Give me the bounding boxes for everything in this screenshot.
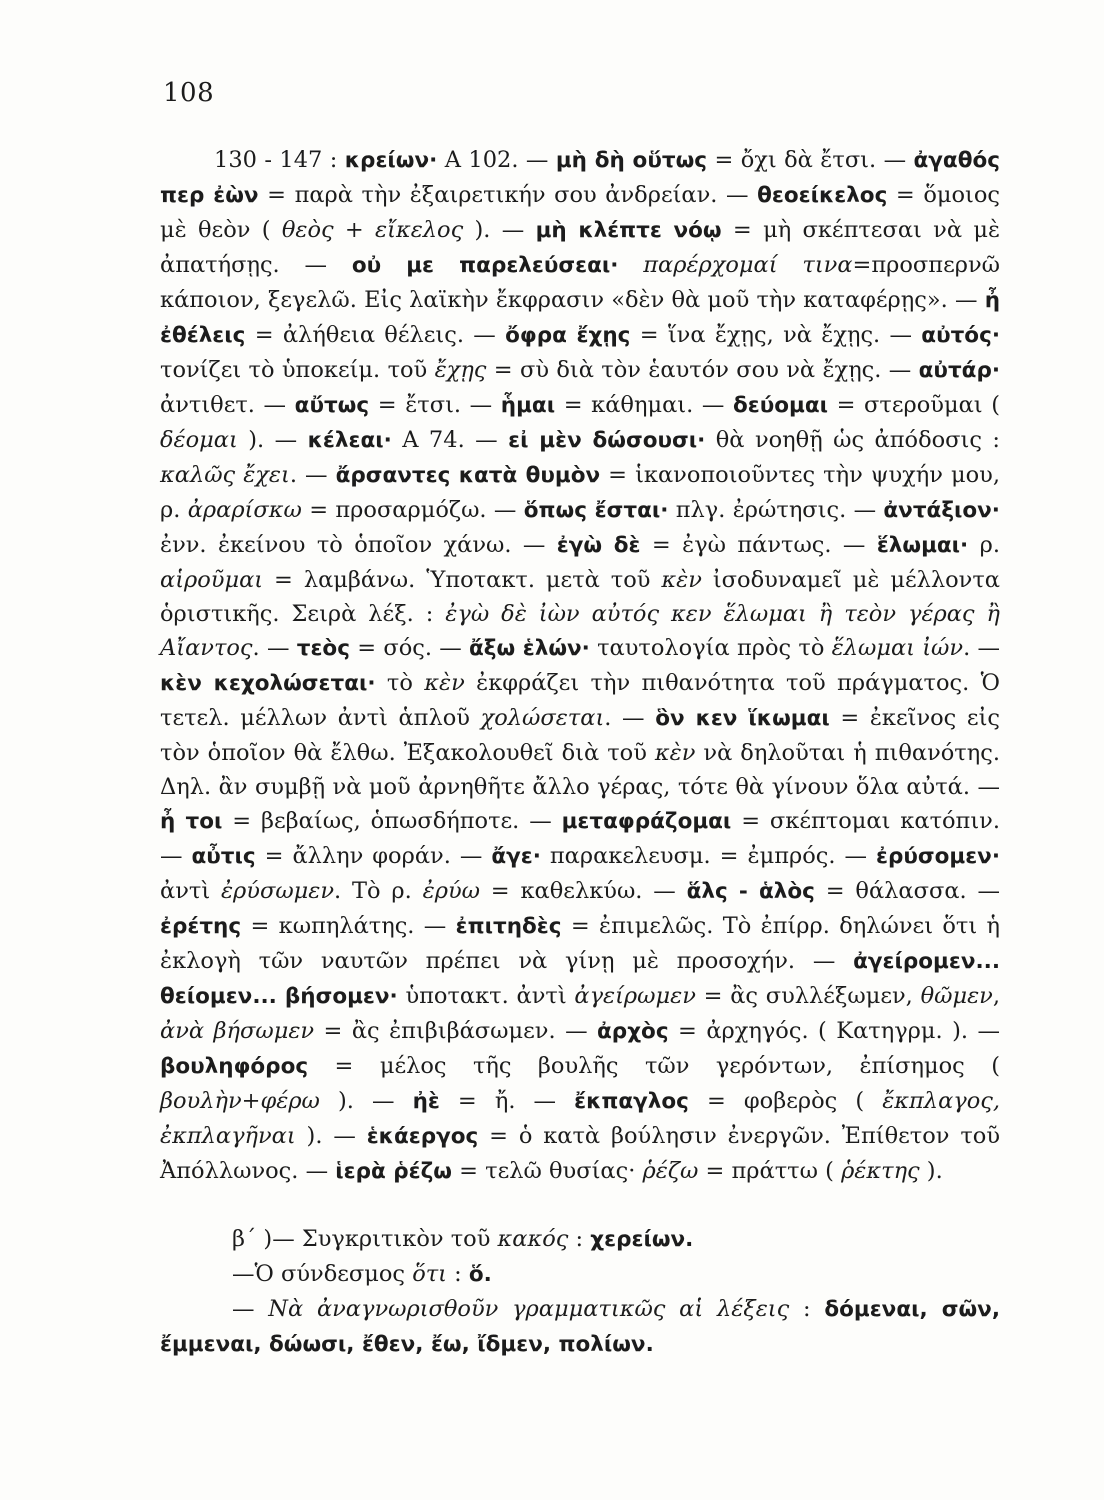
italic-term: ἕλωμαι ἰών bbox=[831, 635, 964, 661]
gloss-text: = μέλος τῆς βουλῆς τῶν γερόντων, ἐπίσημος ( bbox=[308, 1053, 1000, 1079]
lemma-term: ἀρχὸς bbox=[597, 1019, 669, 1044]
lemma-term: ὃν κεν ἵκωμαι bbox=[655, 706, 830, 731]
gloss-text: = σκέπτομαι κατόπιν. — bbox=[160, 808, 1000, 869]
italic-term: κὲν bbox=[654, 740, 696, 766]
lemma-term: αὐτός· bbox=[921, 323, 1000, 348]
gloss-text: = ἐκεῖνος εἰς τὸν ὁποῖον θὰ ἔλθω. Ἐξακολουθεῖ διὰ τοῦ bbox=[160, 705, 1000, 766]
italic-term: κὲν bbox=[424, 670, 465, 696]
lemma-term: ἔκπαγλος bbox=[574, 1089, 689, 1114]
lemma-term: ἄρσαντες κατὰ θυμὸν bbox=[335, 463, 601, 488]
gloss-text: ). — bbox=[319, 1088, 413, 1114]
lemma-term: ἠὲ bbox=[412, 1089, 440, 1114]
gloss-text: Α 74. — bbox=[391, 427, 509, 453]
lemma-term: αὖτις bbox=[191, 844, 256, 869]
italic-term: δέομαι bbox=[160, 427, 238, 453]
italic-term: κὲν bbox=[661, 567, 702, 593]
gloss-text: = σὺ διὰ τὸν ἑαυτόν σου νὰ ἔχῃς. — bbox=[486, 357, 919, 383]
lemma-term: ἄγε· bbox=[491, 844, 541, 869]
gloss-text bbox=[618, 252, 643, 278]
lemma-term: βουληφόρος bbox=[160, 1054, 309, 1079]
lemma-term: ἅλς - ἁλὸς bbox=[686, 879, 815, 904]
gloss-text: Α 102. — bbox=[437, 147, 556, 173]
gloss-text: = ἵνα ἔχῃς, νὰ ἔχῃς. — bbox=[630, 322, 922, 348]
gloss-text: = πράττω ( bbox=[698, 1158, 842, 1184]
gloss-text: = τελῶ θυσίας· bbox=[451, 1158, 643, 1184]
lemma-term: αὐτάρ· bbox=[918, 358, 1000, 383]
comparative-answer: χερείων. bbox=[590, 1227, 694, 1252]
conjunction-word: ὅτι bbox=[412, 1261, 448, 1287]
lemma-term: αὔτως bbox=[294, 393, 370, 418]
gloss-text: = βεβαίως, ὁπωσδήποτε. — bbox=[222, 808, 562, 834]
italic-term: ἀραρίσκω bbox=[187, 497, 302, 523]
gloss-text: πλγ. ἐρώτησις. — bbox=[668, 497, 884, 523]
gloss-text: ἐνν. ἐκείνου τὸ ὁποῖον χάνω. — bbox=[160, 532, 557, 558]
lemma-term: μεταφράζομαι bbox=[561, 809, 732, 834]
gloss-text: . — bbox=[963, 635, 1000, 661]
lemma-term: ἦ τοι bbox=[160, 809, 223, 834]
gloss-text: . Τὸ ρ. bbox=[334, 878, 423, 904]
lemma-term: δεύομαι bbox=[732, 393, 828, 418]
gloss-text: = παρὰ τὴν ἐξαιρετικήν σου ἀνδρείαν. — bbox=[258, 182, 758, 208]
gloss-text: τονίζει τὸ ὑποκείμ. τοῦ bbox=[160, 357, 435, 383]
lemma-term: εἰ μὲν δώσουσι· bbox=[508, 428, 706, 453]
gloss-text: 130 - 147 : bbox=[214, 147, 345, 173]
lemma-term: μὴ δὴ οὕτως bbox=[555, 148, 708, 173]
italic-term: ἐρύω bbox=[422, 878, 480, 904]
gloss-text: . — bbox=[289, 462, 336, 488]
recognition-task: — Νὰ ἀναγνωρισθοῦν γραμματικῶς αἱ λέξεις : δόμεναι, σῶν, ἔμμεναι, δώωσι, ἔθεν, ἔω, ἴδμεν, πολίων. bbox=[160, 1296, 1000, 1357]
gloss-text: = λαμβάνω. Ὑποτακτ. μετὰ τοῦ bbox=[263, 567, 662, 593]
gloss-text: = μὴ σκέπτεσαι νὰ μὲ ἀπατήσῃς. — bbox=[160, 217, 1001, 278]
lemma-term: ἧμαι bbox=[500, 393, 556, 418]
gloss-text: ἰσοδυναμεῖ μὲ μέλλοντα ὁριστικῆς. Σειρὰ λέξ. : bbox=[160, 567, 1000, 627]
lemma-term: θεοείκελος bbox=[757, 183, 888, 208]
lemma-term: ἦ ἐθέλεις bbox=[160, 288, 1000, 348]
lemma-term: μὴ κλέπτε νόῳ bbox=[535, 218, 722, 243]
lemma-term: κέλεαι· bbox=[307, 428, 392, 453]
lemma-term: οὐ με παρελεύσεαι· bbox=[351, 253, 619, 278]
italic-term: ἐγὼ δὲ ἰὼν αὐτός κεν ἕλωμαι ἢ τεὸν γέρας ἢ Αἴαντος bbox=[160, 601, 1000, 661]
gloss-text: = ἀρχηγός. ( Κατηγρμ. ). — bbox=[668, 1018, 1000, 1044]
italic-term: θῶμεν bbox=[920, 983, 993, 1009]
italic-term: καλῶς ἔχει bbox=[160, 462, 290, 488]
gloss-text: = ἤ. — bbox=[439, 1088, 575, 1114]
lemma-term: ὄφρα ἔχῃς bbox=[505, 323, 631, 348]
gloss-text: ἀντιθετ. — bbox=[160, 392, 295, 418]
gloss-text: = ἔτσι. — bbox=[369, 392, 501, 418]
gloss-text: , bbox=[992, 983, 1000, 1009]
page-number: 108 bbox=[163, 78, 215, 108]
italic-term: ἔκπλαγος, ἐκπλαγῆναι bbox=[160, 1088, 1001, 1149]
lemma-term: ἀντάξιον· bbox=[883, 498, 1000, 523]
lemma-term: ἑκάεργος bbox=[366, 1124, 479, 1149]
gloss-text: = κωπηλάτης. — bbox=[241, 913, 456, 939]
exercise-section bbox=[160, 1222, 1000, 1362]
lemma-term: κὲν κεχολώσεται· bbox=[160, 671, 376, 696]
italic-term: ἐρύσωμεν bbox=[220, 878, 335, 904]
gloss-text: = ἀλήθεια θέλεις. — bbox=[245, 322, 506, 348]
italic-term: βουλὴν+φέρω bbox=[160, 1088, 320, 1114]
lemma-term: κρείων· bbox=[344, 148, 438, 173]
gloss-text: = κάθημαι. — bbox=[555, 392, 733, 418]
gloss-text: θὰ νοηθῇ ὡς ἀπόδοσις : bbox=[705, 427, 1000, 453]
gloss-text: = προσαρμόζω. — bbox=[301, 497, 524, 523]
gloss-text: ταυτολογία πρὸς τὸ bbox=[589, 635, 832, 661]
gloss-text: = θάλασσα. — bbox=[814, 878, 1001, 904]
comparative-word: κακός bbox=[497, 1226, 569, 1252]
italic-term: ῥέκτης bbox=[841, 1158, 920, 1184]
lemma-term: ἀγαθός περ ἐὼν bbox=[160, 148, 1000, 208]
lemma-term: ὅπως ἔσται· bbox=[523, 498, 669, 523]
italic-term: αἱροῦμαι bbox=[160, 567, 264, 593]
lemma-term: τεὸς bbox=[296, 636, 350, 661]
gloss-text: ). — bbox=[237, 427, 308, 453]
gloss-text: ἐκφράζει τὴν πιθανότητα τοῦ πράγματος. Ὁ τετελ. μέλλων ἀντὶ ἁπλοῦ bbox=[160, 670, 1000, 731]
gloss-text: = ἐγὼ πάντως. — bbox=[640, 532, 877, 558]
conjunction-answer: ὅ. bbox=[468, 1262, 492, 1287]
lemma-term: ἀγείρομεν... θείομεν... βήσομεν· bbox=[160, 949, 1000, 1009]
recognition-words: δόμεναι, σῶν, ἔμμεναι, δώωσι, ἔθεν, ἔω, ἴδμεν, πολίων. bbox=[160, 1297, 1000, 1357]
gloss-text: παρακελευσμ. = ἐμπρός. — bbox=[540, 843, 876, 869]
gloss-text: =προσπερνῶ κάποιον, ξεγελῶ. Εἰς λαϊκὴν ἔκφρασιν «δὲν θὰ μοῦ τὴν καταφέρῃς». — bbox=[160, 252, 1000, 313]
gloss-text: ). — bbox=[463, 217, 536, 243]
gloss-text: τὸ bbox=[375, 670, 425, 696]
italic-term: ἀγείρωμεν bbox=[574, 983, 696, 1009]
gloss-text: = καθελκύω. — bbox=[479, 878, 687, 904]
lemma-term: ἐπιτηδὲς bbox=[455, 914, 562, 939]
gloss-text: = ὁ κατὰ βούλησιν ἐνεργῶν. Ἐπίθετον τοῦ Ἀπόλλωνος. — bbox=[160, 1123, 1000, 1184]
gloss-text: = ἂς ἐπιβιβάσωμεν. — bbox=[314, 1018, 598, 1044]
lemma-term: ἄξω ἑλών· bbox=[469, 636, 590, 661]
gloss-text: ἀντὶ bbox=[160, 878, 221, 904]
gloss-text: = φοβερὸς ( bbox=[688, 1088, 883, 1114]
gloss-text: = ἐπιμελῶς. Τὸ ἐπίρρ. δηλώνει ὅτι ἡ ἐκλογὴ τῶν ναυτῶν πρέπει νὰ γίνῃ μὲ προσοχήν. — bbox=[160, 913, 1000, 974]
italic-term: ῥέζω bbox=[642, 1158, 699, 1184]
commentary-paragraph bbox=[160, 143, 1000, 1189]
italic-term: θεὸς + εἴκελος bbox=[281, 217, 464, 243]
gloss-text: ὑποτακτ. ἀντὶ bbox=[397, 983, 575, 1009]
comparative-label: β΄ )— Συγκριτικὸν τοῦ bbox=[232, 1226, 498, 1252]
gloss-text: . — bbox=[604, 705, 656, 731]
gloss-text: ρ. bbox=[968, 532, 1000, 558]
commentary-body bbox=[160, 143, 1000, 1189]
gloss-text: ). — bbox=[295, 1123, 367, 1149]
gloss-text: = ὅμοιος μὲ θεὸν ( bbox=[160, 182, 1001, 243]
conjunction-line: —Ὁ σύνδεσμος ὅτι : ὅ. bbox=[232, 1261, 492, 1287]
lemma-term: ἱερὰ ῥέζω bbox=[335, 1159, 452, 1184]
gloss-text: ). bbox=[919, 1158, 943, 1184]
conjunction-label: —Ὁ σύνδεσμος bbox=[232, 1261, 413, 1287]
gloss-text: . — bbox=[252, 635, 297, 661]
lemma-term: ἕλωμαι· bbox=[876, 533, 969, 558]
italic-term: ἔχῃς bbox=[434, 357, 487, 383]
gloss-text: = ἄλλην φοράν. — bbox=[255, 843, 492, 869]
gloss-text: = σός. — bbox=[349, 635, 470, 661]
gloss-text: = ἂς συλλέξωμεν, bbox=[695, 983, 921, 1009]
italic-term: χολώσεται bbox=[480, 705, 605, 731]
gloss-text: νὰ δηλοῦται ἡ πιθανότης. Δηλ. ἂν συμβῇ νὰ μοῦ ἀρνηθῆτε ἄλλο γέρας, τότε θὰ γίνουν ὅλα αὐτά. — bbox=[160, 740, 1000, 800]
lemma-term: ἐγὼ δὲ bbox=[556, 533, 641, 558]
gloss-text: = ὄχι δὰ ἔτσι. — bbox=[707, 147, 914, 173]
gloss-text: = στεροῦμαι ( bbox=[827, 392, 1000, 418]
lemma-term: ἐρέτης bbox=[160, 914, 242, 939]
italic-term: παρέρχομαί τινα bbox=[643, 252, 853, 278]
comparative-line: β΄ )— Συγκριτικὸν τοῦ κακός : χερείων. bbox=[232, 1226, 694, 1252]
italic-term: ἀνὰ βήσωμεν bbox=[160, 1018, 315, 1044]
recognition-instruction: Νὰ ἀναγνωρισθοῦν γραμματικῶς αἱ λέξεις bbox=[268, 1296, 790, 1322]
lemma-term: ἐρύσομεν· bbox=[876, 844, 1000, 869]
gloss-text: = ἱκανοποιοῦντες τὴν ψυχήν μου, ρ. bbox=[160, 462, 1000, 523]
